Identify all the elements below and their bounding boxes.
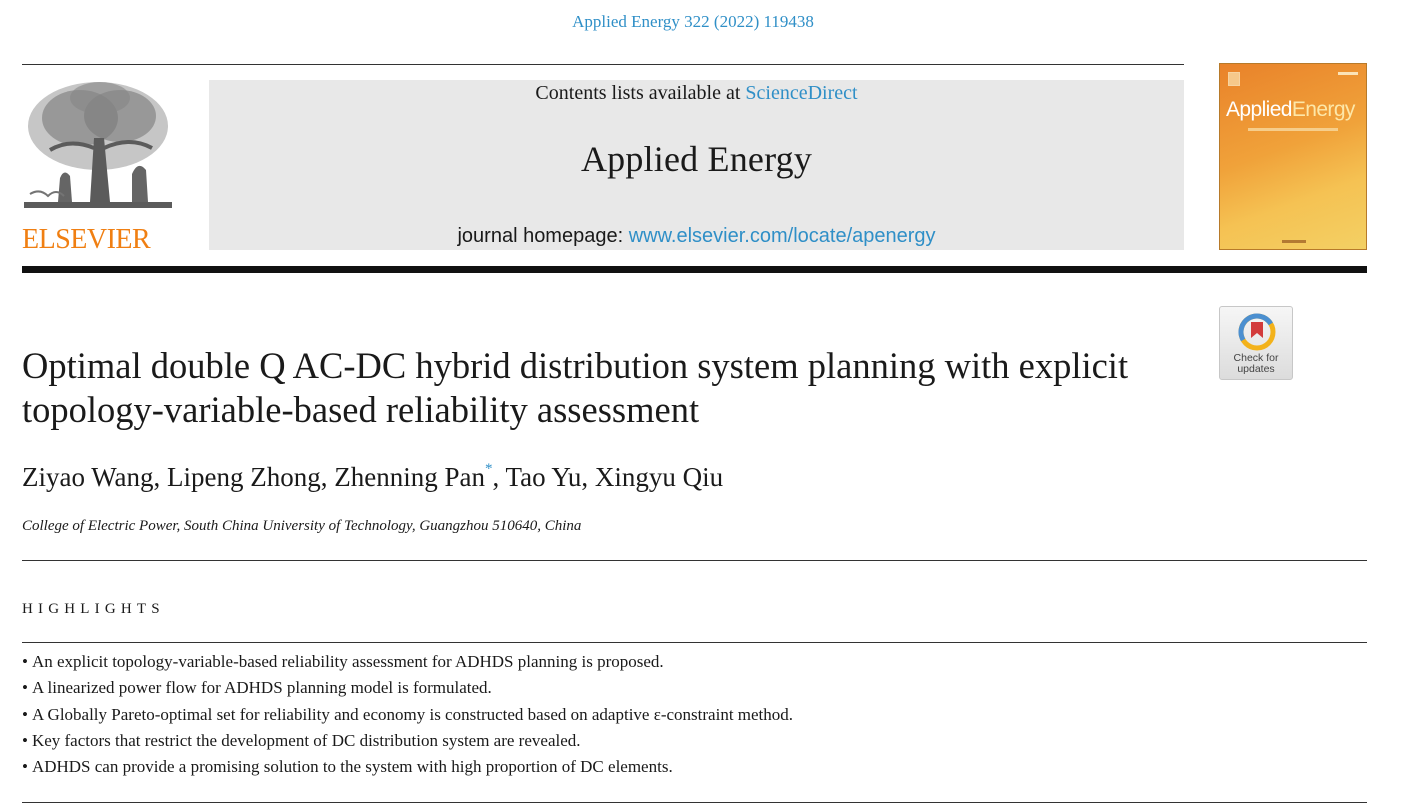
author-name[interactable]: Ziyao Wang (22, 462, 154, 492)
journal-name: Applied Energy (580, 139, 813, 179)
journal-citation[interactable]: Applied Energy 322 (2022) 119438 (572, 12, 814, 31)
highlight-item: • A Globally Pareto-optimal set for reliability and economy is constructed based on adaptive ε-constraint method. (22, 704, 793, 730)
contents-available-line (209, 82, 1184, 105)
header-thick-rule (22, 266, 1367, 273)
section-rule (22, 560, 1367, 561)
check-updates-line2: updates (1237, 363, 1275, 375)
check-updates-icon (1238, 313, 1276, 351)
highlights-heading: HIGHLIGHTS (22, 601, 165, 617)
affiliation: College of Electric Power, South China University of Technology, Guangzhou 510640, China (22, 518, 582, 534)
elsevier-logo[interactable] (20, 78, 176, 254)
author-separator: , (320, 462, 335, 492)
cover-issn-mark (1338, 72, 1358, 75)
homepage-link[interactable]: www.elsevier.com/locate/apenergy (628, 225, 936, 247)
cover-title-applied: Applied (1226, 98, 1292, 121)
homepage-prefix: journal homepage: (457, 225, 629, 247)
journal-homepage-line (209, 225, 1184, 248)
highlights-rule (22, 642, 1367, 643)
journal-cover-thumbnail[interactable] (1219, 63, 1367, 250)
author-separator: , (581, 462, 595, 492)
author-separator: , (492, 462, 506, 492)
article-title: Optimal double Q AC-DC hybrid distribution system planning with explicit topology-variable-based reliability assessment (22, 345, 1129, 430)
highlights-bottom-rule (22, 802, 1367, 803)
check-for-updates-button[interactable] (1219, 306, 1293, 380)
sciencedirect-link[interactable]: ScienceDirect (745, 82, 858, 104)
cover-title-energy: Energy (1291, 98, 1355, 121)
highlights-list (22, 651, 793, 782)
author-name[interactable]: Zhenning Pan (334, 462, 486, 492)
corresponding-author-mark[interactable]: * (485, 461, 493, 477)
check-updates-label (1220, 353, 1292, 375)
author-separator: , (153, 462, 168, 492)
cover-title (1226, 98, 1355, 122)
cover-publisher-mark (1282, 240, 1306, 243)
check-updates-line1: Check for (1233, 352, 1279, 364)
cover-logo-icon (1228, 72, 1240, 86)
highlight-item: • Key factors that restrict the development of DC distribution system are revealed. (22, 730, 793, 756)
author-name[interactable]: Lipeng Zhong (167, 462, 321, 492)
cover-editor-line (1248, 128, 1338, 131)
header-rule (22, 64, 1184, 65)
author-name[interactable]: Xingyu Qiu (594, 462, 724, 492)
elsevier-wordmark: ELSEVIER (22, 224, 151, 255)
author-list (22, 462, 723, 493)
highlight-item: • An explicit topology-variable-based reliability assessment for ADHDS planning is proposed. (22, 651, 793, 677)
contents-prefix: Contents lists available at (535, 82, 746, 104)
highlight-item: • A linearized power flow for ADHDS planning model is formulated. (22, 677, 793, 703)
author-name[interactable]: Tao Yu (505, 462, 582, 492)
elsevier-tree-icon (20, 78, 176, 218)
highlight-item: • ADHDS can provide a promising solution to the system with high proportion of DC elements. (22, 756, 793, 782)
